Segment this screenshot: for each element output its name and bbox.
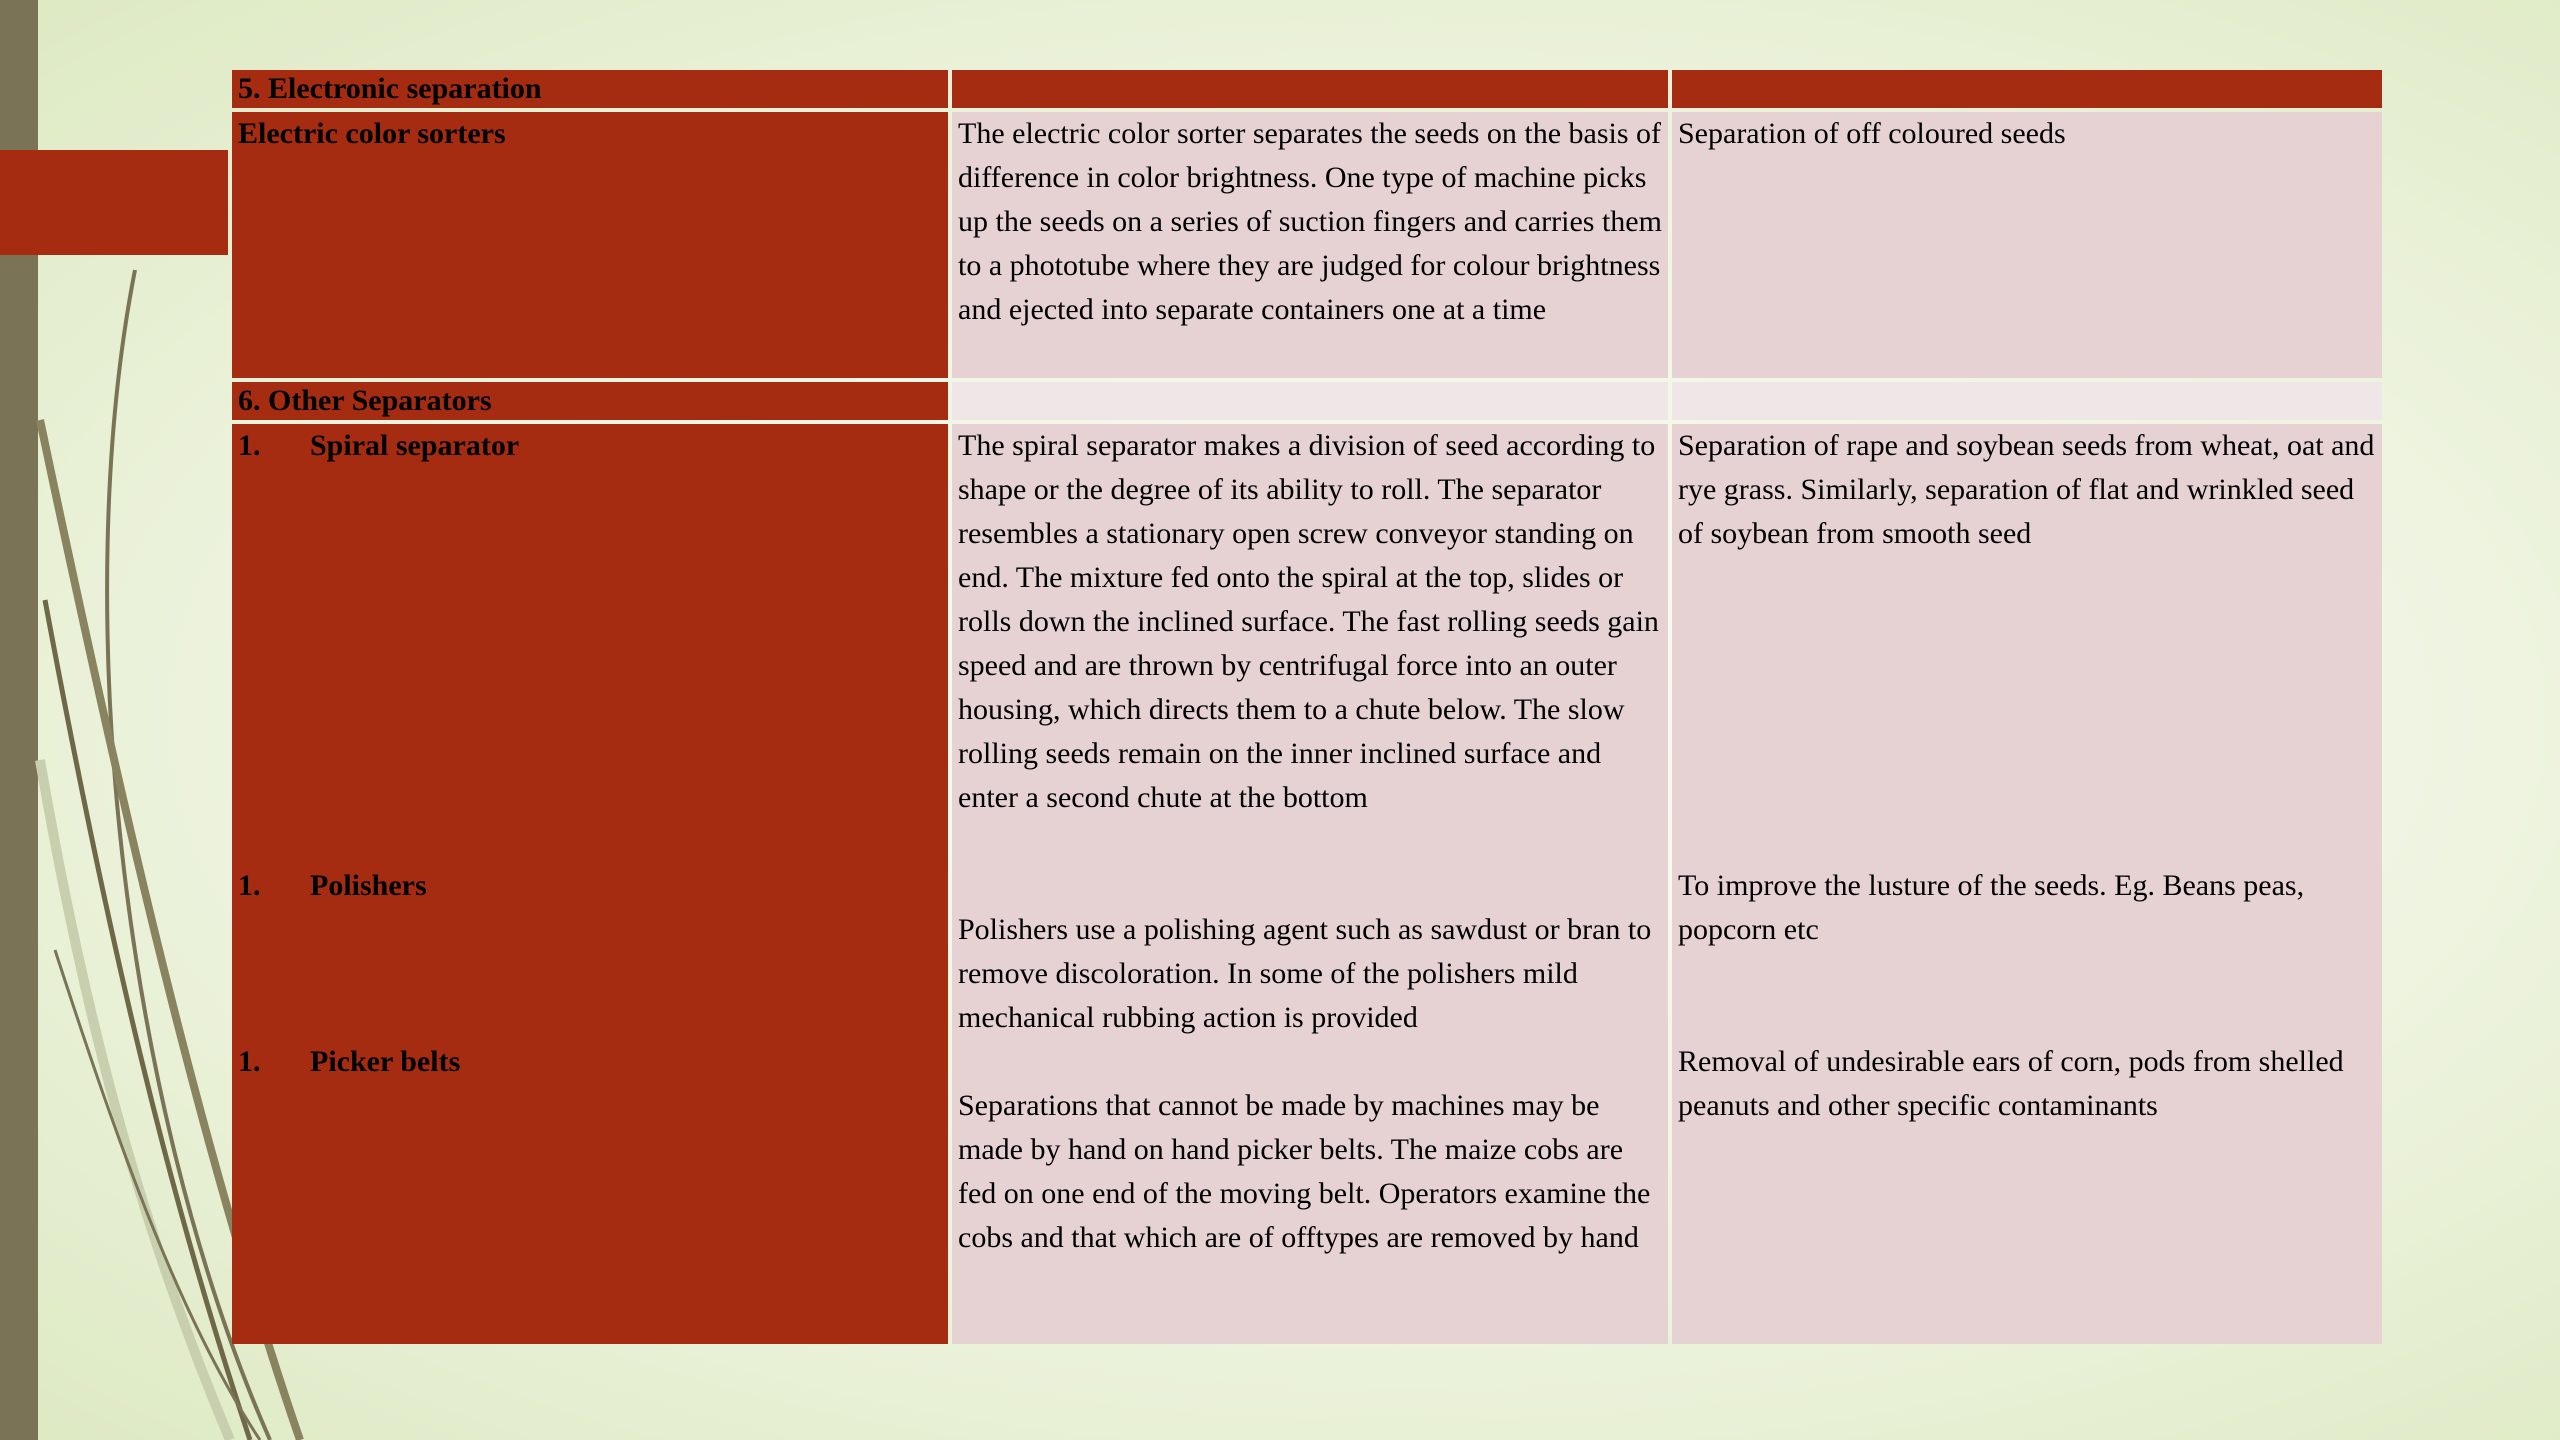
section5-title: 5. Electronic separation — [232, 70, 948, 108]
row-use: Separation of off coloured seeds — [1672, 112, 2382, 378]
table-row — [232, 112, 2382, 378]
item-use-block — [1678, 864, 2376, 1040]
row-label: Electric color sorters — [232, 112, 948, 378]
row-description: The electric color sorter separates the seeds on the basis of difference in color brightness. One type of machine picks up the seeds on a series of suction fingers and carries them to a phototube where they are judged for colour brightness and ejected into separate containers one at a time — [952, 112, 1668, 378]
item-description: Polishers use a polishing agent such as sawdust or bran to remove discoloration. In some of the polishers mild mechanical rubbing action is provided — [958, 913, 1652, 1034]
item-number: 1. — [238, 869, 261, 902]
item-label: Spiral separator — [310, 429, 520, 462]
item-description: Separations that cannot be made by machines may be made by hand on hand picker belts. The maize cobs are fed on one end of the moving belt. Operators examine the cobs and that which are of offtypes are removed by hand — [958, 1089, 1651, 1254]
items-description-cell — [952, 424, 1668, 1344]
section5-header-row — [232, 70, 2382, 108]
item-description-block — [958, 864, 1662, 1040]
item-use: Separation of rape and soybean seeds from wheat, oat and rye grass. Similarly, separation of flat and wrinkled seed of soybean from smooth seed — [1678, 429, 2375, 550]
item-description-block — [958, 424, 1662, 864]
item-description-block — [958, 1040, 1662, 1260]
section6-title: 6. Other Separators — [232, 382, 948, 420]
item-label: Picker belts — [310, 1045, 461, 1078]
items-label-cell — [232, 424, 948, 1344]
table-row — [232, 424, 2382, 1344]
item-use-block — [1678, 424, 2376, 864]
item-use: To improve the lusture of the seeds. Eg. Beans peas, popcorn etc — [1678, 869, 2305, 946]
header-cell-empty — [1672, 70, 2382, 108]
item-number: 1. — [238, 1045, 261, 1078]
header-cell-empty — [1672, 382, 2382, 420]
item-description: The spiral separator makes a division of seed according to shape or the degree of its ability to roll. The separator resembles a stationary open screw conveyor standing on end. The mixture fed onto the spiral at the top, slides or rolls down the inclined surface. The fast rolling seeds gain speed and are thrown by centrifugal force into an outer housing, which directs them to a chute below. The slow rolling seeds remain on the inner inclined surface and enter a second chute at the bottom — [958, 429, 1659, 814]
item-use-block — [1678, 1040, 2376, 1128]
section6-header-row — [232, 382, 2382, 420]
list-item — [238, 424, 942, 864]
item-use: Removal of undesirable ears of corn, pods from shelled peanuts and other specific contaminants — [1678, 1045, 2344, 1122]
items-use-cell — [1672, 424, 2382, 1344]
list-item — [238, 1040, 942, 1084]
header-cell-empty — [952, 382, 1668, 420]
separators-table — [228, 66, 2386, 1348]
item-label: Polishers — [310, 869, 427, 902]
header-cell-empty — [952, 70, 1668, 108]
item-number: 1. — [238, 429, 261, 462]
list-item — [238, 864, 942, 1040]
